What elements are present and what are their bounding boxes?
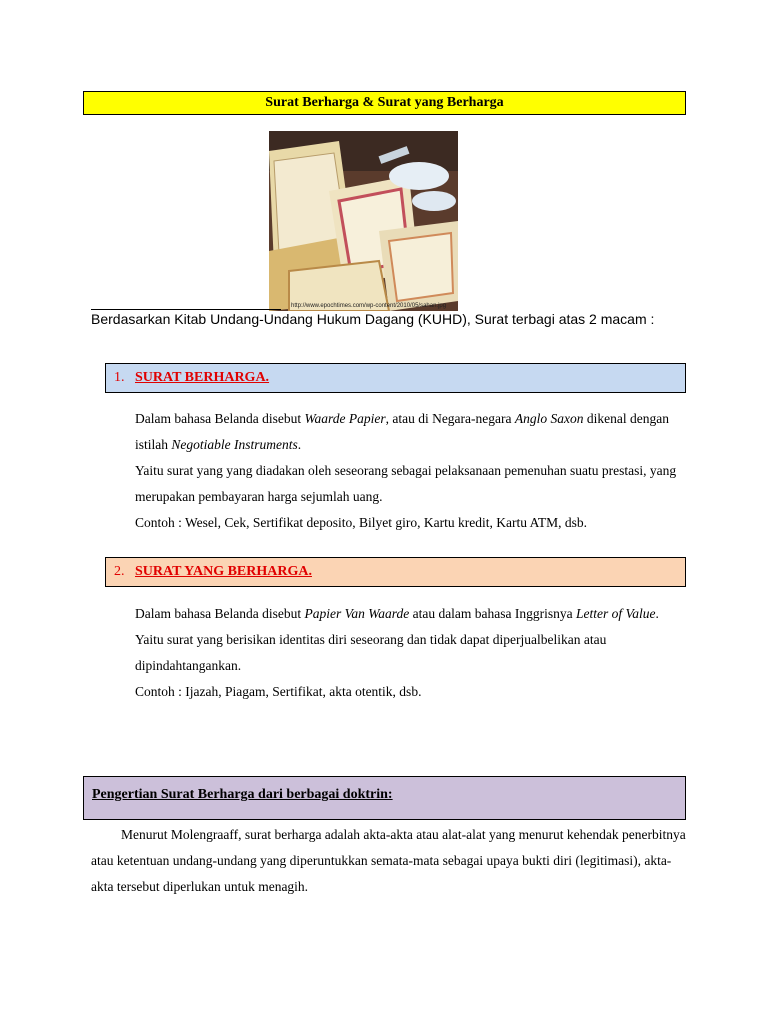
doctrin-paragraph: Menurut Molengraaff, surat berharga adalah akta-akta atau alat-alat yang menurut kehendak penerbitnya atau ketentuan undang-undang yang diperuntukkan semata-mata sebagai upaya bukti diri (legitimasi), akta-akta tersebut diperlukan untuk menagih. xyxy=(91,827,686,894)
doctrin-label: Pengertian Surat Berharga dari berbagai doktrin: xyxy=(92,787,393,802)
doctrin-body xyxy=(91,822,691,900)
intro-rule xyxy=(91,309,281,310)
section-1-body xyxy=(135,406,695,536)
section-2-paragraph-1: Dalam bahasa Belanda disebut Papier Van Waarde atau dalam bahasa Inggrisnya Letter of Value. xyxy=(135,606,659,621)
section-1-paragraph-1: Dalam bahasa Belanda disebut Waarde Papier, atau di Negara-negara Anglo Saxon dikenal dengan istilah Negotiable Instruments. xyxy=(135,411,669,452)
image-watermark: http://www.epochtimes.com/wp-content/2010/05/sahan.jpg xyxy=(291,303,447,309)
section-2-label: SURAT YANG BERHARGA. xyxy=(135,564,312,579)
section-2-body xyxy=(135,601,695,705)
documents-photo xyxy=(269,131,458,311)
section-1-number: 1. xyxy=(114,370,125,385)
intro-text: Berdasarkan Kitab Undang-Undang Hukum Dagang (KUHD), Surat terbagi atas 2 macam : xyxy=(91,311,655,327)
section-1-paragraph-3: Contoh : Wesel, Cek, Sertifikat deposito, Bilyet giro, Kartu kredit, Kartu ATM, dsb. xyxy=(135,515,587,530)
section-2-paragraph-3: Contoh : Ijazah, Piagam, Sertifikat, akta otentik, dsb. xyxy=(135,684,422,699)
doctrin-header xyxy=(83,776,686,820)
section-1-header xyxy=(105,363,686,393)
section-2-paragraph-2: Yaitu surat yang berisikan identitas diri seseorang dan tidak dapat diperjualbelikan atau dipindahtangankan. xyxy=(135,632,607,673)
document-title: Surat Berharga & Surat yang Berharga xyxy=(83,91,686,115)
section-2-header xyxy=(105,557,686,587)
section-1-label: SURAT BERHARGA. xyxy=(135,370,270,385)
section-1-paragraph-2: Yaitu surat yang yang diadakan oleh seseorang sebagai pelaksanaan pemenuhan suatu prestasi, yang merupakan pembayaran harga sejumlah uang. xyxy=(135,463,677,504)
section-2-number: 2. xyxy=(114,564,125,579)
